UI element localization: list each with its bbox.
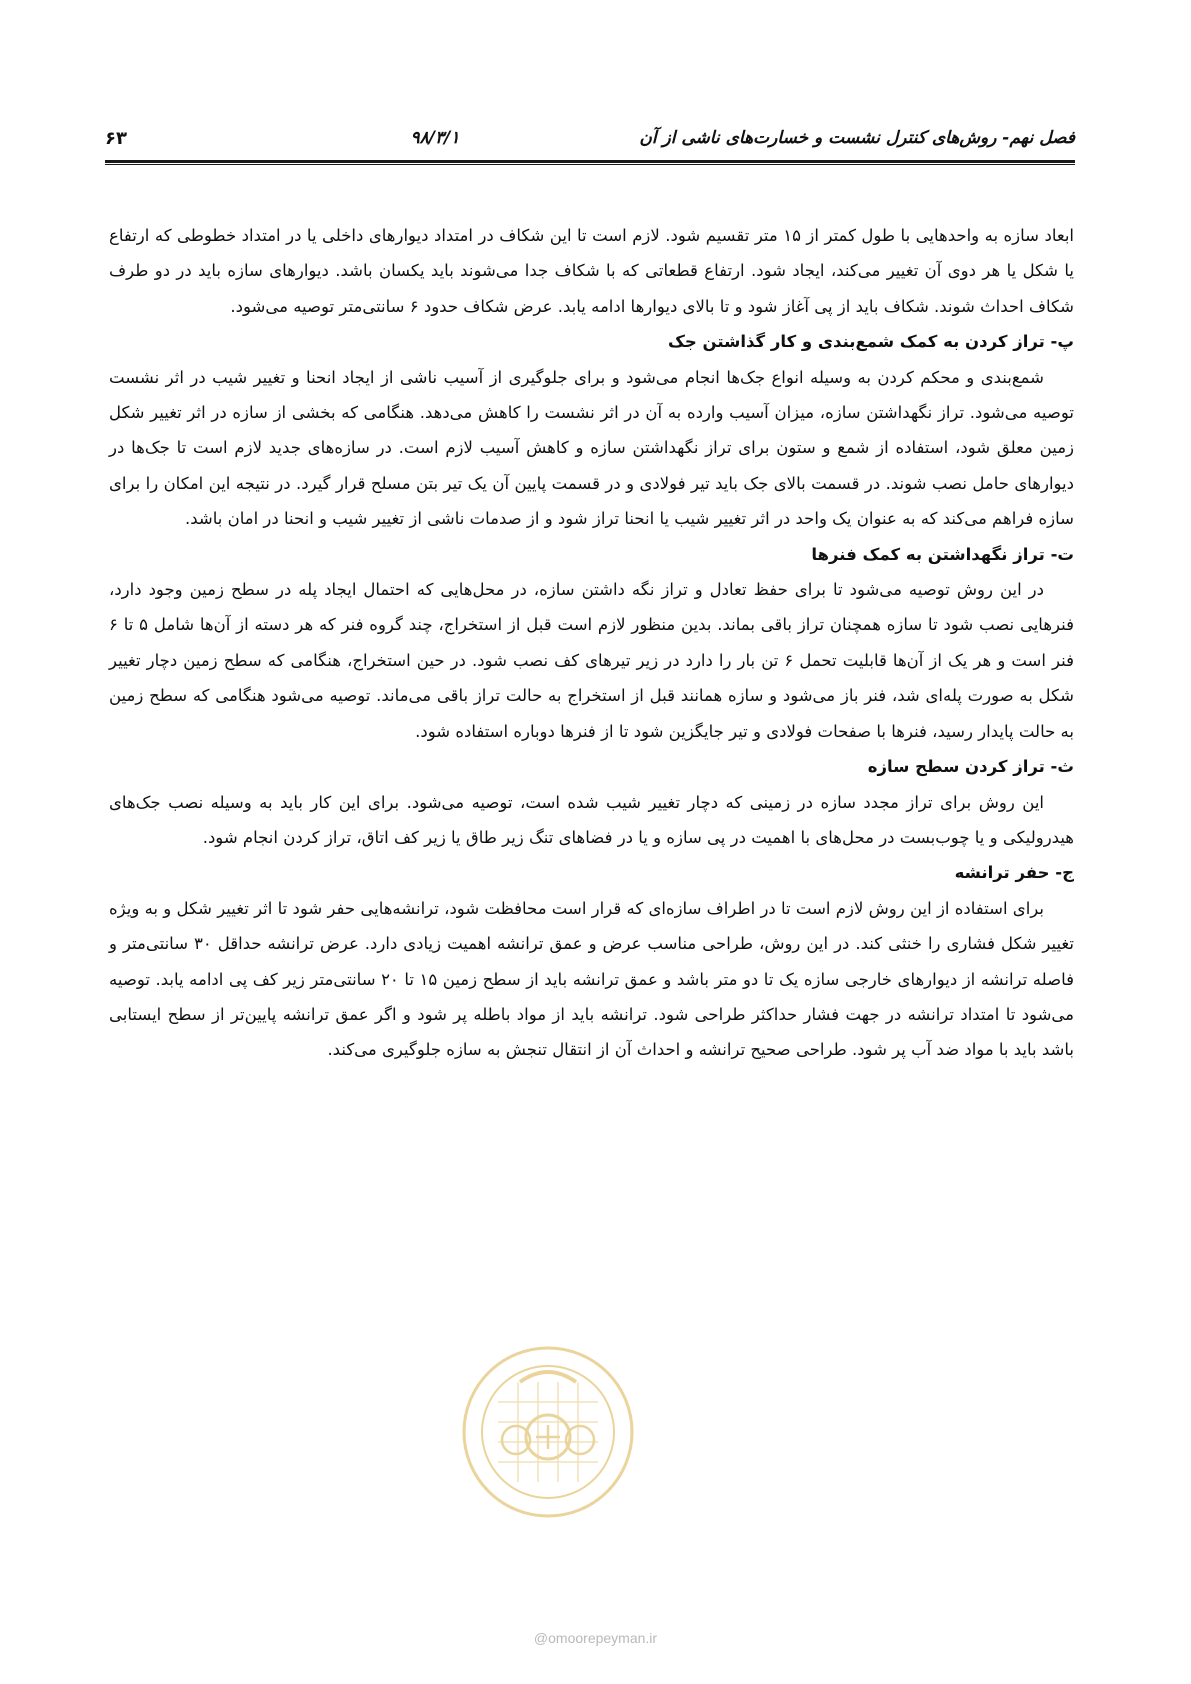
section-heading-jim: ج- حفر ترانشه	[954, 863, 1074, 883]
section-heading-te: ت- تراز نگهداشتن به کمک فنرها	[811, 544, 1074, 564]
intro-paragraph: ابعاد سازه به واحدهایی با طول کمتر از ۱۵ متر تقسیم شود. لازم است تا این شکاف در امتداد دیوارهای داخلی یا در امتداد خطوطی که ارتفاع یا شکل یا هر دوی آن تغییر می‌کند، ایجاد شود. ارتفاع قطعاتی که با شکاف جدا می‌شوند باید یکسان باشد. دیوارهای سازه باید در دو طرف شکاف احداث شوند. شکاف باید از پی آغاز شود و تا بالای دیوارها ادامه یابد. عرض شکاف حدود ۶ سانتی‌متر توصیه می‌شود.	[109, 226, 1074, 316]
section-body-jim: برای استفاده از این روش لازم است تا در اطراف سازه‌ای که قرار است محافظت شود، ترانشه‌هایی حفر شود تا اثر تغییر شکل و به ویژه تغییر شکل فشاری را خنثی کند. در این روش، طراحی مناسب عرض و عمق ترانشه اهمیت زیادی دارد. عرض ترانشه حداقل ۳۰ سانتی‌متر و فاصله ترانشه از دیوارهای خارجی سازه یک تا دو متر باشد و عمق ترانشه باید از سطح زمین ۱۵ تا ۲۰ سانتی‌متر زیر کف پی ادامه یابد. توصیه می‌شود تا امتداد ترانشه در جهت فشار حداکثر طراحی شود. ترانشه باید از مواد باطله پر شود و اگر عمق ترانشه پایین‌تر از سطح ایستابی باشد باید با مواد ضد آب پر شود. طراحی صحیح ترانشه و احداث آن از انتقال تنجش به سازه جلوگیری می‌کند.	[109, 898, 1075, 1060]
header-divider	[105, 160, 1075, 165]
section-body-pe: شمع‌بندی و محکم کردن به وسیله انواع جک‌ها انجام می‌شود و برای جلوگیری از آسیب ناشی از ایجاد انحنا و تغییر شیب در اثر نشست توصیه می‌شود. تراز نگهداشتن سازه، میزان آسیب وارده به آن در اثر نشست را کاهش می‌دهد. هنگامی که بخشی از سازه در اثر تغییر شکل زمین معلق شود، استفاده از شمع و ستون برای تراز نگهداشتن سازه و کاهش آسیب لازم است. در سازه‌های جدید لازم است تا جک‌ها در دیوارهای حامل نصب شوند. در قسمت بالای جک باید تیر فولادی و در قسمت پایین آن یک تیر بتن مسلح قرار گیرد. در نتیجه این امکان را برای سازه فراهم می‌کند که به عنوان یک واحد در اثر تغییر شیب یا انحنا تراز شود و از صدمات ناشی از تغییر شیب و انحنا در امان باشد.	[109, 367, 1074, 529]
seal-watermark-icon	[458, 1342, 638, 1522]
body-text	[109, 218, 1074, 1068]
page-number: ۶۳	[105, 128, 127, 149]
watermark-url: @omoorepeyman.ir	[533, 1630, 658, 1646]
section-heading-pe: پ- تراز کردن به کمک شمع‌بندی و کار گذاشتن جک	[668, 332, 1074, 352]
section-body-se: این روش برای تراز مجدد سازه در زمینی که دچار تغییر شیب شده است، توصیه می‌شود. برای این کار باید به وسیله نصب جک‌های هیدرولیکی و یا چوب‌بست در محل‌های با اهمیت در پی سازه و یا در فضاهای تنگ زیر طاق یا زیر کف اتاق، تراز کردن انجام شود.	[109, 792, 1074, 847]
header-date: ۹۸/۳/۱	[410, 128, 460, 148]
chapter-title: فصل نهم- روش‌های کنترل نشست و خسارت‌های ناشی از آن	[639, 128, 1075, 148]
section-body-te: در این روش توصیه می‌شود تا برای حفظ تعادل و تراز نگه داشتن سازه، در محل‌هایی که احتمال ایجاد پله در سطح زمین وجود دارد، فنرهایی نصب شود تا سازه همچنان تراز باقی بماند. بدین منظور لازم است قبل از استخراج، چند گروه فنر که هر دسته از آن‌ها شامل ۵ تا ۶ فنر است و هر یک از آن‌ها قابلیت تحمل ۶ تن بار را دارد در زیر تیرهای کف نصب شود. در حین استخراج، هنگامی که سطح زمین دچار تغییر شکل به صورت پله‌ای شد، فنر باز می‌شود و سازه همانند قبل از استخراج به حالت تراز باقی می‌ماند. توصیه می‌شود هنگامی که سطح زمین به حالت پایدار رسید، فنرها با صفحات فولادی و تیر جایگزین شود تا از فنرها دوباره استفاده شود.	[109, 580, 1075, 741]
section-heading-se: ث- تراز کردن سطح سازه	[867, 757, 1074, 777]
